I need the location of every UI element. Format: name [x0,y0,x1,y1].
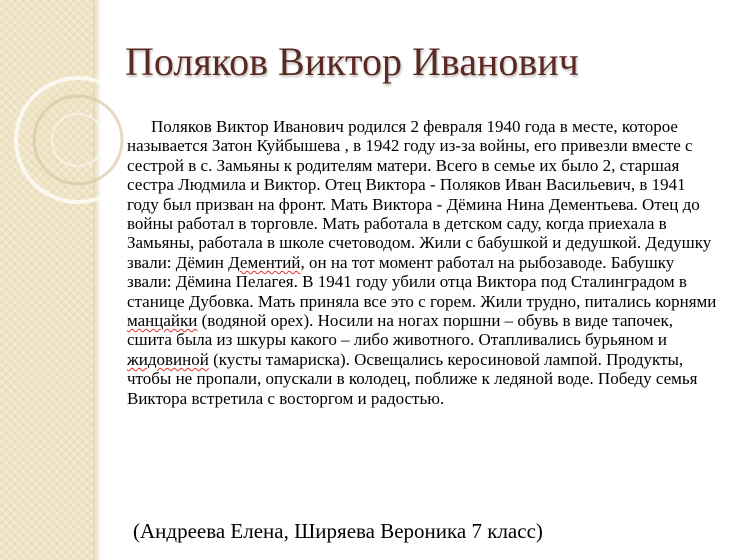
slide-title: Поляков Виктор Иванович [125,39,579,84]
biography-text-part-3: (водяной орех). Носили на ногах поршни – обувь в виде тапочек, сшита была из шкуры какого – либо животного. Отапливались бурьяном и [127,311,674,350]
biography-text-part-4: (кусты тамариска). Освещались керосиновой лампой. Продукты, чтобы не пропали, опускали в колодец, поближе к ледяной воде. Победу семья Виктора встретила с восторгом и радостью. [127,349,698,408]
spellcheck-word-dementiy: Дементий [228,252,301,272]
authors-credit: (Андреева Елена, Ширяева Вероника 7 класс) [133,519,543,543]
biography-text-part-2: , он на тот момент работал на рыбозаводе. Бабушку звали: Дёмина Пелагея. В 1941 году убили отца Виктора под Сталинградом в станице Дубовка. Мать приняла все это с горем. Жили трудно, питались корнями [127,252,717,311]
biography-text-part-1: Поляков Виктор Иванович родился 2 февраля 1940 года в месте, которое называется Затон Куйбышева , в 1942 году из-за войны, его привезли вместе с сестрой в с. Замьяны к родителям матери. Всего в семье их было 2, старшая сестра Людмила и Виктор. Отец Виктора - Поляков Иван Васильевич, в 1941 году был призван на фронт. Мать Виктора - Дёмина Нина Дементьева. Отец до войны работал в торговле. Мать работала в детском саду, когда приехала в Замьяны, работала в школе счетоводом. Жили с бабушкой и дедушкой. Дедушку звали: Дёмин [127,117,712,272]
spellcheck-word-zhidovinoy: жидовиной [127,349,209,369]
spellcheck-word-mantsayki: манцайки [127,311,198,331]
biography-text [127,117,717,408]
